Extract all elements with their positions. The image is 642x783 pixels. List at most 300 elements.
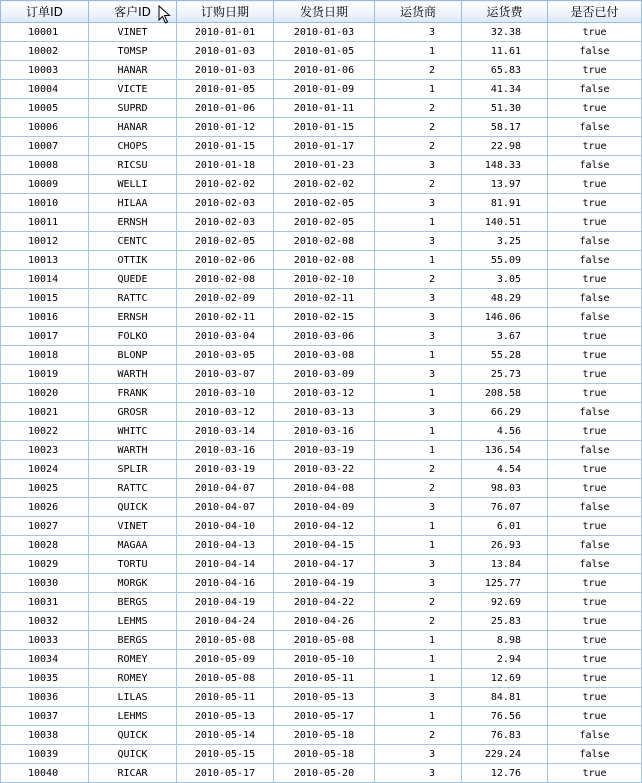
order-date-cell: 2010-05-15 [177,745,274,764]
customer-id-cell: QUEDE [89,270,177,289]
ship-date-cell: 2010-04-22 [274,593,375,612]
order-date-cell: 2010-05-08 [177,669,274,688]
customer-id-cell: LEHMS [89,612,177,631]
order-date-cell: 2010-05-11 [177,688,274,707]
paid-cell: true [548,650,642,669]
paid-cell: false [548,441,642,460]
shipper-cell: 1 [375,384,462,403]
order-id-cell: 10015 [1,289,89,308]
order-id-cell: 10019 [1,365,89,384]
shipper-cell: 3 [375,498,462,517]
shipper-cell: 1 [375,631,462,650]
order-id-cell: 10010 [1,194,89,213]
customer-id-cell: SPLIR [89,460,177,479]
order-id-cell: 10001 [1,23,89,42]
paid-cell: true [548,707,642,726]
ship-date-cell: 2010-04-12 [274,517,375,536]
freight-cell: 148.33 [462,156,548,175]
customer-id-cell: QUICK [89,726,177,745]
order-date-cell: 2010-01-05 [177,80,274,99]
order-id-cell: 10035 [1,669,89,688]
customer-id-cell: WARTH [89,365,177,384]
order-date-cell: 2010-02-03 [177,194,274,213]
order-id-cell: 10033 [1,631,89,650]
ship-date-cell: 2010-03-16 [274,422,375,441]
order-id-cell: 10029 [1,555,89,574]
column-header-freight[interactable]: 运货费 [462,1,548,23]
shipper-cell: 1 [375,669,462,688]
ship-date-cell: 2010-02-11 [274,289,375,308]
customer-id-cell: ROMEY [89,650,177,669]
paid-cell: true [548,270,642,289]
order-id-cell: 10002 [1,42,89,61]
order-id-cell: 10005 [1,99,89,118]
ship-date-cell: 2010-01-09 [274,80,375,99]
order-date-cell: 2010-02-02 [177,175,274,194]
customer-id-cell: WARTH [89,441,177,460]
table-row[interactable] [1,42,642,61]
table-row[interactable] [1,726,642,745]
table-row[interactable] [1,631,642,650]
shipper-cell: 3 [375,308,462,327]
table-row[interactable] [1,498,642,517]
ship-date-cell: 2010-05-20 [274,764,375,783]
customer-id-cell: FRANK [89,384,177,403]
order-id-cell: 10037 [1,707,89,726]
shipper-cell: 1 [375,441,462,460]
paid-cell: true [548,365,642,384]
paid-cell: true [548,175,642,194]
customer-id-cell: MAGAA [89,536,177,555]
paid-cell: true [548,346,642,365]
customer-id-cell: VICTE [89,80,177,99]
order-id-cell: 10039 [1,745,89,764]
freight-cell: 65.83 [462,61,548,80]
table-row[interactable] [1,270,642,289]
customer-id-cell: HILAA [89,194,177,213]
order-id-cell: 10027 [1,517,89,536]
order-id-cell: 10025 [1,479,89,498]
order-id-cell: 10012 [1,232,89,251]
paid-cell: true [548,422,642,441]
paid-cell: false [548,403,642,422]
paid-cell: true [548,574,642,593]
ship-date-cell: 2010-02-08 [274,232,375,251]
ship-date-cell: 2010-01-05 [274,42,375,61]
ship-date-cell: 2010-02-08 [274,251,375,270]
shipper-cell: 3 [375,289,462,308]
ship-date-cell: 2010-01-03 [274,23,375,42]
shipper-cell: 2 [375,61,462,80]
order-date-cell: 2010-01-01 [177,23,274,42]
order-id-cell: 10024 [1,460,89,479]
paid-cell: false [548,308,642,327]
paid-cell: false [548,118,642,137]
order-id-cell: 10018 [1,346,89,365]
ship-date-cell: 2010-03-13 [274,403,375,422]
order-id-cell: 10007 [1,137,89,156]
table-row[interactable] [1,745,642,764]
order-date-cell: 2010-03-12 [177,403,274,422]
order-id-cell: 10009 [1,175,89,194]
shipper-cell: 3 [375,194,462,213]
ship-date-cell: 2010-02-10 [274,270,375,289]
ship-date-cell: 2010-03-19 [274,441,375,460]
order-date-cell: 2010-04-16 [177,574,274,593]
customer-id-cell: SUPRD [89,99,177,118]
ship-date-cell: 2010-05-17 [274,707,375,726]
table-row[interactable] [1,61,642,80]
ship-date-cell: 2010-04-26 [274,612,375,631]
shipper-cell: 1 [375,536,462,555]
shipper-cell: 3 [375,156,462,175]
ship-date-cell: 2010-04-08 [274,479,375,498]
shipper-cell: 2 [375,612,462,631]
freight-cell: 3.05 [462,270,548,289]
paid-cell: true [548,688,642,707]
order-date-cell: 2010-04-07 [177,498,274,517]
freight-cell: 8.98 [462,631,548,650]
order-date-cell: 2010-04-07 [177,479,274,498]
order-id-cell: 10038 [1,726,89,745]
paid-cell: false [548,80,642,99]
shipper-cell: 3 [375,764,462,783]
customer-id-cell: VINET [89,23,177,42]
freight-cell: 26.93 [462,536,548,555]
table-row[interactable] [1,536,642,555]
customer-id-cell: HANAR [89,61,177,80]
paid-cell: false [548,156,642,175]
table-row[interactable] [1,365,642,384]
table-row[interactable] [1,156,642,175]
freight-cell: 6.01 [462,517,548,536]
order-id-cell: 10017 [1,327,89,346]
paid-cell: false [548,726,642,745]
freight-cell: 76.83 [462,726,548,745]
order-date-cell: 2010-01-15 [177,137,274,156]
order-id-cell: 10034 [1,650,89,669]
freight-cell: 13.84 [462,555,548,574]
table-row[interactable] [1,23,642,42]
ship-date-cell: 2010-01-15 [274,118,375,137]
paid-cell: false [548,536,642,555]
paid-cell: false [548,745,642,764]
order-date-cell: 2010-04-10 [177,517,274,536]
paid-cell: false [548,555,642,574]
order-date-cell: 2010-04-19 [177,593,274,612]
paid-cell: true [548,327,642,346]
freight-cell: 66.29 [462,403,548,422]
freight-cell: 22.98 [462,137,548,156]
order-date-cell: 2010-05-09 [177,650,274,669]
order-id-cell: 10026 [1,498,89,517]
order-date-cell: 2010-01-18 [177,156,274,175]
paid-cell: true [548,593,642,612]
freight-cell: 51.30 [462,99,548,118]
table-row[interactable] [1,764,642,783]
paid-cell: true [548,612,642,631]
table-row[interactable] [1,669,642,688]
table-row[interactable] [1,422,642,441]
ship-date-cell: 2010-03-22 [274,460,375,479]
order-id-cell: 10030 [1,574,89,593]
order-date-cell: 2010-02-05 [177,232,274,251]
freight-cell: 4.56 [462,422,548,441]
paid-cell: true [548,764,642,783]
order-id-cell: 10008 [1,156,89,175]
customer-id-cell: QUICK [89,498,177,517]
shipper-cell: 1 [375,251,462,270]
order-date-cell: 2010-04-24 [177,612,274,631]
column-header-ship-date[interactable]: 发货日期 [274,1,375,23]
order-date-cell: 2010-03-19 [177,460,274,479]
order-id-cell: 10031 [1,593,89,612]
table-row[interactable] [1,346,642,365]
order-id-cell: 10004 [1,80,89,99]
order-date-cell: 2010-03-07 [177,365,274,384]
freight-cell: 146.06 [462,308,548,327]
ship-date-cell: 2010-03-09 [274,365,375,384]
ship-date-cell: 2010-01-23 [274,156,375,175]
table-row[interactable] [1,118,642,137]
paid-cell: true [548,669,642,688]
paid-cell: true [548,384,642,403]
ship-date-cell: 2010-04-17 [274,555,375,574]
ship-date-cell: 2010-02-05 [274,194,375,213]
freight-cell: 76.56 [462,707,548,726]
column-header-shipper[interactable]: 运货商 [375,1,462,23]
customer-id-cell: GROSR [89,403,177,422]
shipper-cell: 1 [375,422,462,441]
customer-id-cell: BERGS [89,631,177,650]
table-row[interactable] [1,137,642,156]
freight-cell: 2.94 [462,650,548,669]
order-date-cell: 2010-01-06 [177,99,274,118]
ship-date-cell: 2010-04-09 [274,498,375,517]
table-row[interactable] [1,80,642,99]
paid-cell: false [548,498,642,517]
table-row[interactable] [1,327,642,346]
table-row[interactable] [1,403,642,422]
order-date-cell: 2010-05-13 [177,707,274,726]
column-header-order-date[interactable]: 订购日期 [177,1,274,23]
shipper-cell: 2 [375,593,462,612]
table-row[interactable] [1,555,642,574]
table-row[interactable] [1,460,642,479]
shipper-cell: 3 [375,327,462,346]
ship-date-cell: 2010-01-11 [274,99,375,118]
ship-date-cell: 2010-04-15 [274,536,375,555]
shipper-cell: 1 [375,346,462,365]
ship-date-cell: 2010-05-18 [274,726,375,745]
ship-date-cell: 2010-05-10 [274,650,375,669]
ship-date-cell: 2010-05-18 [274,745,375,764]
table-row[interactable] [1,688,642,707]
paid-cell: true [548,23,642,42]
paid-cell: true [548,99,642,118]
shipper-cell: 2 [375,460,462,479]
paid-cell: false [548,289,642,308]
customer-id-cell: ERNSH [89,213,177,232]
customer-id-cell: ERNSH [89,308,177,327]
table-row[interactable] [1,384,642,403]
table-row[interactable] [1,232,642,251]
table-row[interactable] [1,650,642,669]
shipper-cell: 3 [375,688,462,707]
order-date-cell: 2010-03-04 [177,327,274,346]
freight-cell: 3.67 [462,327,548,346]
customer-id-cell: MORGK [89,574,177,593]
ship-date-cell: 2010-05-13 [274,688,375,707]
customer-id-cell: TOMSP [89,42,177,61]
order-id-cell: 10016 [1,308,89,327]
shipper-cell: 3 [375,555,462,574]
ship-date-cell: 2010-03-12 [274,384,375,403]
order-id-cell: 10022 [1,422,89,441]
freight-cell: 55.09 [462,251,548,270]
customer-id-cell: RICAR [89,764,177,783]
order-id-cell: 10036 [1,688,89,707]
shipper-cell: 3 [375,232,462,251]
order-date-cell: 2010-02-06 [177,251,274,270]
freight-cell: 4.54 [462,460,548,479]
table-row[interactable] [1,308,642,327]
shipper-cell: 1 [375,42,462,61]
ship-date-cell: 2010-04-19 [274,574,375,593]
customer-id-cell: TORTU [89,555,177,574]
table-row[interactable] [1,574,642,593]
paid-cell: true [548,61,642,80]
freight-cell: 25.73 [462,365,548,384]
customer-id-cell: ROMEY [89,669,177,688]
ship-date-cell: 2010-05-08 [274,631,375,650]
shipper-cell: 1 [375,80,462,99]
customer-id-cell: BLONP [89,346,177,365]
customer-id-cell: RICSU [89,156,177,175]
shipper-cell: 2 [375,175,462,194]
order-date-cell: 2010-02-11 [177,308,274,327]
paid-cell: true [548,631,642,650]
paid-cell: false [548,232,642,251]
customer-id-cell: BERGS [89,593,177,612]
order-date-cell: 2010-02-09 [177,289,274,308]
paid-cell: true [548,213,642,232]
order-date-cell: 2010-04-13 [177,536,274,555]
order-date-cell: 2010-03-16 [177,441,274,460]
order-id-cell: 10014 [1,270,89,289]
freight-cell: 208.58 [462,384,548,403]
order-id-cell: 10040 [1,764,89,783]
column-header-order-id[interactable]: 订单ID [1,1,89,23]
freight-cell: 55.28 [462,346,548,365]
order-id-cell: 10003 [1,61,89,80]
order-id-cell: 10032 [1,612,89,631]
freight-cell: 84.81 [462,688,548,707]
table-row[interactable] [1,612,642,631]
order-id-cell: 10021 [1,403,89,422]
customer-id-cell: RATTC [89,289,177,308]
freight-cell: 76.07 [462,498,548,517]
order-id-cell: 10020 [1,384,89,403]
column-header-paid[interactable]: 是否已付 [548,1,642,23]
customer-id-cell: WHITC [89,422,177,441]
shipper-cell: 1 [375,213,462,232]
order-date-cell: 2010-02-08 [177,270,274,289]
order-date-cell: 2010-01-03 [177,42,274,61]
customer-id-cell: LEHMS [89,707,177,726]
order-id-cell: 10023 [1,441,89,460]
freight-cell: 229.24 [462,745,548,764]
table-row[interactable] [1,289,642,308]
freight-cell: 136.54 [462,441,548,460]
shipper-cell: 2 [375,479,462,498]
order-date-cell: 2010-01-12 [177,118,274,137]
order-date-cell: 2010-03-05 [177,346,274,365]
shipper-cell: 2 [375,137,462,156]
order-date-cell: 2010-05-14 [177,726,274,745]
table-row[interactable] [1,593,642,612]
paid-cell: true [548,194,642,213]
order-date-cell: 2010-04-14 [177,555,274,574]
shipper-cell: 3 [375,365,462,384]
paid-cell: true [548,137,642,156]
freight-cell: 13.97 [462,175,548,194]
paid-cell: false [548,42,642,61]
shipper-cell: 3 [375,403,462,422]
order-date-cell: 2010-02-03 [177,213,274,232]
ship-date-cell: 2010-01-06 [274,61,375,80]
freight-cell: 25.83 [462,612,548,631]
freight-cell: 12.69 [462,669,548,688]
order-id-cell: 10013 [1,251,89,270]
customer-id-cell: WELLI [89,175,177,194]
table-row[interactable] [1,194,642,213]
shipper-cell: 2 [375,270,462,289]
order-date-cell: 2010-03-14 [177,422,274,441]
column-header-customer-id[interactable]: 客户ID [89,1,177,23]
freight-cell: 3.25 [462,232,548,251]
table-row[interactable] [1,517,642,536]
order-id-cell: 10006 [1,118,89,137]
shipper-cell: 3 [375,745,462,764]
table-row[interactable] [1,213,642,232]
shipper-cell: 1 [375,517,462,536]
customer-id-cell: CHOPS [89,137,177,156]
table-row[interactable] [1,479,642,498]
customer-id-cell: HANAR [89,118,177,137]
paid-cell: true [548,479,642,498]
order-date-cell: 2010-05-08 [177,631,274,650]
ship-date-cell: 2010-02-05 [274,213,375,232]
customer-id-cell: QUICK [89,745,177,764]
header-row [1,1,642,23]
freight-cell: 98.03 [462,479,548,498]
customer-id-cell: RATTC [89,479,177,498]
shipper-cell: 2 [375,726,462,745]
ship-date-cell: 2010-03-06 [274,327,375,346]
table-row[interactable] [1,251,642,270]
table-row[interactable] [1,441,642,460]
shipper-cell: 2 [375,118,462,137]
table-row[interactable] [1,175,642,194]
table-row[interactable] [1,707,642,726]
freight-cell: 32.38 [462,23,548,42]
freight-cell: 92.69 [462,593,548,612]
freight-cell: 41.34 [462,80,548,99]
table-row[interactable] [1,99,642,118]
paid-cell: true [548,517,642,536]
freight-cell: 48.29 [462,289,548,308]
